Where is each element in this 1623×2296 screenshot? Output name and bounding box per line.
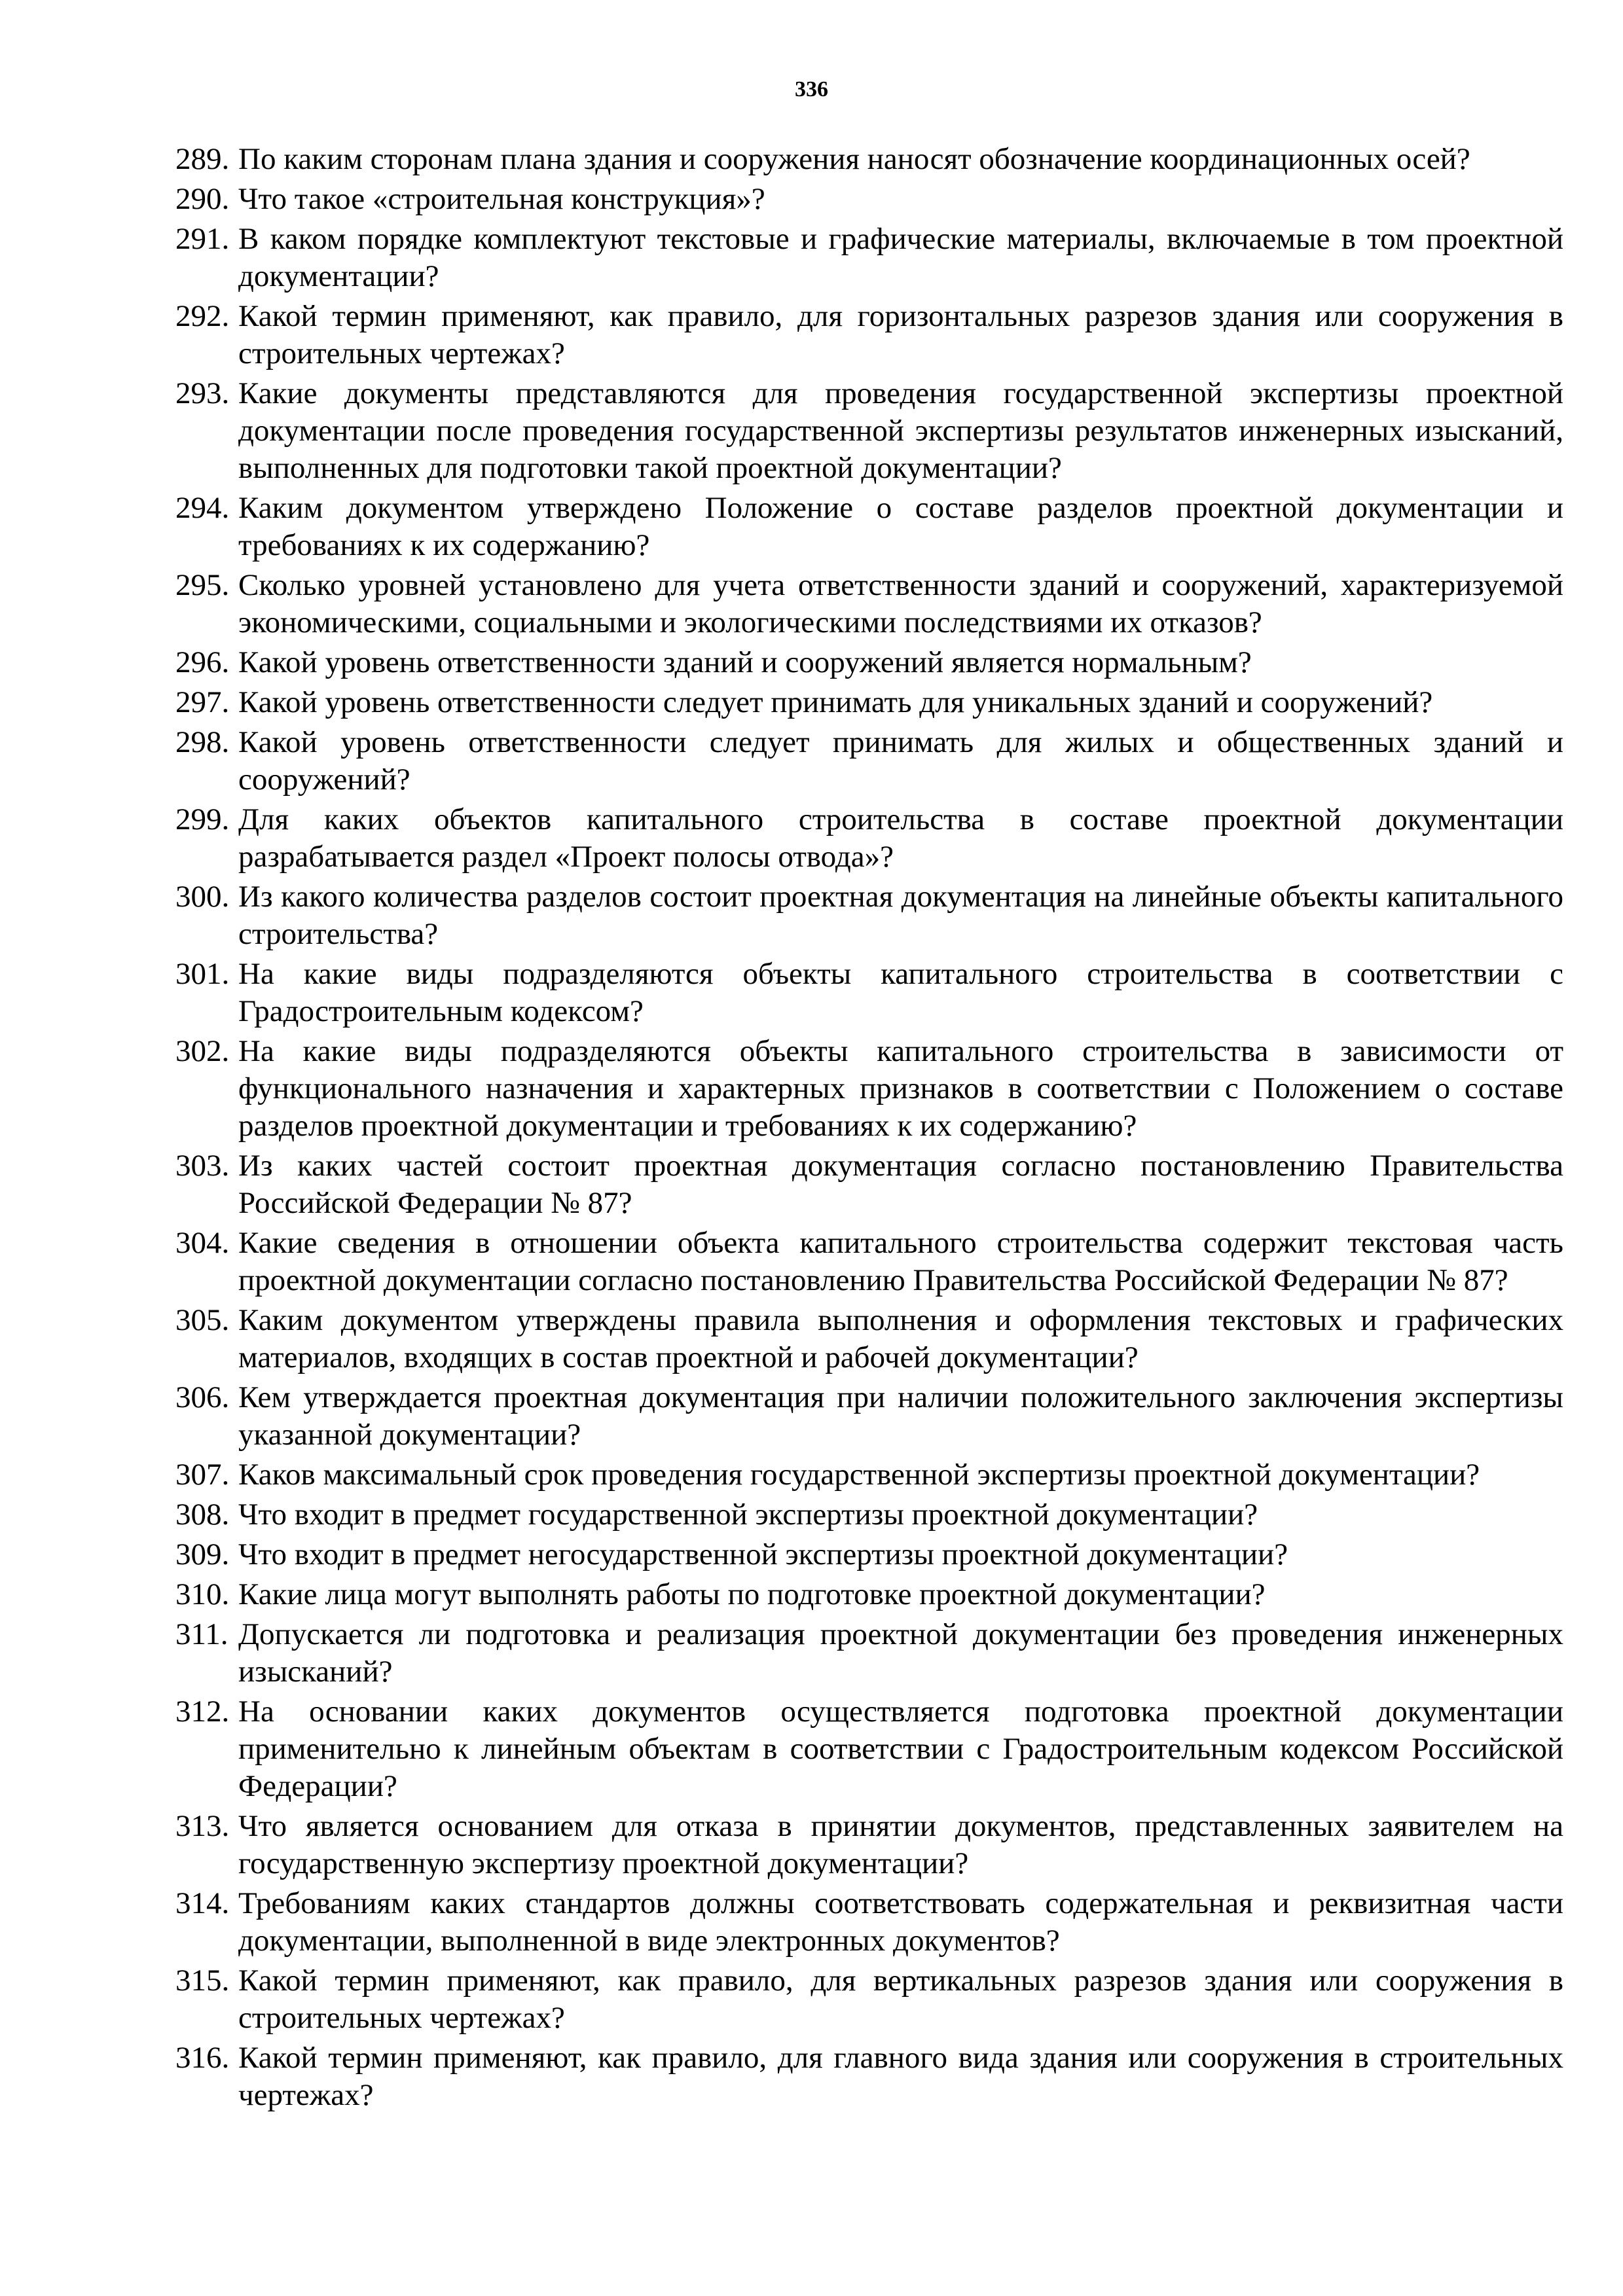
question-number: 290. <box>175 182 230 216</box>
question-item <box>175 956 1563 1030</box>
question-item <box>175 1616 1563 1691</box>
question-text: Из каких частей состоит проектная документация согласно постановлению Правительства Российской Федерации № 87? <box>238 1149 1563 1220</box>
question-number: 315. <box>175 1964 230 1998</box>
question-text: Какой уровень ответственности зданий и сооружений является нормальным? <box>238 645 1252 679</box>
question-number: 305. <box>175 1303 230 1337</box>
question-item <box>175 1576 1563 1613</box>
question-item <box>175 1302 1563 1376</box>
question-text: Допускается ли подготовка и реализация проектной документации без проведения инженерных изысканий? <box>238 1617 1563 1689</box>
question-text: Какой уровень ответственности следует принимать для уникальных зданий и сооружений? <box>238 685 1433 719</box>
question-number: 295. <box>175 568 230 602</box>
question-number: 306. <box>175 1380 230 1414</box>
question-number: 304. <box>175 1226 230 1260</box>
question-item <box>175 141 1563 178</box>
question-item <box>175 1456 1563 1494</box>
question-number: 303. <box>175 1149 230 1183</box>
question-item <box>175 1379 1563 1454</box>
question-item <box>175 1033 1563 1145</box>
question-number: 293. <box>175 376 230 410</box>
question-number: 302. <box>175 1034 230 1068</box>
question-text: В каком порядке комплектуют текстовые и графические материалы, включаемые в том проектной документации? <box>238 222 1563 293</box>
question-item <box>175 1962 1563 2037</box>
question-text: Что такое «строительная конструкция»? <box>238 182 765 216</box>
question-item <box>175 684 1563 721</box>
question-item <box>175 644 1563 681</box>
question-item <box>175 1885 1563 1960</box>
question-text: Что является основанием для отказа в принятии документов, представленных заявителем на государственную экспертизу проектной документации? <box>238 1809 1563 1880</box>
question-text: Что входит в предмет государственной экспертизы проектной документации? <box>238 1498 1258 1532</box>
question-number: 316. <box>175 2041 230 2075</box>
question-text: Какой термин применяют, как правило, для главного вида здания или сооружения в строительных чертежах? <box>238 2041 1563 2112</box>
question-number: 291. <box>175 222 230 256</box>
question-number: 314. <box>175 1886 230 1920</box>
question-item <box>175 1225 1563 1299</box>
question-number: 309. <box>175 1537 230 1571</box>
question-text: Сколько уровней установлено для учета ответственности зданий и сооружений, характеризуемой экономическими, социальными и экологическими последствиями их отказов? <box>238 568 1563 639</box>
question-text: Какой термин применяют, как правило, для вертикальных разрезов здания или сооружения в строительных чертежах? <box>238 1964 1563 2035</box>
question-item <box>175 1808 1563 1882</box>
question-number: 297. <box>175 685 230 719</box>
question-number: 310. <box>175 1577 230 1611</box>
question-text: По каким сторонам плана здания и сооружения наносят обозначение координационных осей? <box>238 142 1470 176</box>
question-item <box>175 1536 1563 1573</box>
question-text: На какие виды подразделяются объекты капитального строительства в соответствии с Градостроительным кодексом? <box>238 957 1563 1028</box>
question-item <box>175 1147 1563 1222</box>
question-item <box>175 724 1563 798</box>
question-number: 308. <box>175 1498 230 1532</box>
question-number: 307. <box>175 1458 230 1492</box>
question-text: Требованиям каких стандартов должны соответствовать содержательная и реквизитная части документации, выполненной в виде электронных документов? <box>238 1886 1563 1958</box>
question-number: 312. <box>175 1695 230 1729</box>
question-number: 299. <box>175 802 230 836</box>
question-item <box>175 298 1563 372</box>
page-number: 336 <box>795 77 828 101</box>
question-text: Каков максимальный срок проведения государственной экспертизы проектной документации? <box>238 1458 1480 1492</box>
question-text: Что входит в предмет негосударственной экспертизы проектной документации? <box>238 1537 1288 1571</box>
question-item <box>175 1693 1563 1805</box>
question-number: 301. <box>175 957 230 991</box>
question-item <box>175 1496 1563 1534</box>
question-item <box>175 567 1563 641</box>
question-text: На основании каких документов осуществляется подготовка проектной документации применительно к линейным объектам в соответствии с Градостроительным кодексом Российской Федерации? <box>238 1695 1563 1803</box>
question-text: Кем утверждается проектная документация при наличии положительного заключения экспертизы указанной документации? <box>238 1380 1563 1452</box>
question-item <box>175 490 1563 564</box>
question-number: 300. <box>175 880 230 914</box>
question-number: 311. <box>175 1617 228 1651</box>
question-text: Какой термин применяют, как правило, для горизонтальных разрезов здания или сооружения в строительных чертежах? <box>238 299 1563 370</box>
question-text: Какие лица могут выполнять работы по подготовке проектной документации? <box>238 1577 1266 1611</box>
question-item <box>175 2039 1563 2114</box>
question-item <box>175 375 1563 487</box>
question-text: Из какого количества разделов состоит проектная документация на линейные объекты капитального строительства? <box>238 880 1563 951</box>
question-text: Какие документы представляются для проведения государственной экспертизы проектной документации после проведения государственной экспертизы результатов инженерных изысканий, выполненных для подготовки такой проектной документации? <box>238 376 1563 485</box>
question-item <box>175 181 1563 218</box>
question-item <box>175 878 1563 953</box>
question-number: 289. <box>175 142 230 176</box>
question-text: Каким документом утверждены правила выполнения и оформления текстовых и графических материалов, входящих в состав проектной и рабочей документации? <box>238 1303 1563 1374</box>
question-item <box>175 801 1563 876</box>
question-number: 292. <box>175 299 230 333</box>
question-text: На какие виды подразделяются объекты капитального строительства в зависимости от функционального назначения и характерных признаков в соответствии с Положением о составе разделов проектной документации и требованиях к их содержанию? <box>238 1034 1563 1143</box>
question-item <box>175 221 1563 295</box>
question-number: 298. <box>175 725 230 759</box>
question-number: 294. <box>175 491 230 525</box>
question-number: 296. <box>175 645 230 679</box>
question-text: Какие сведения в отношении объекта капитального строительства содержит текстовая часть проектной документации согласно постановлению Правительства Российской Федерации № 87? <box>238 1226 1563 1297</box>
question-list <box>175 141 1563 2117</box>
question-text: Какой уровень ответственности следует принимать для жилых и общественных зданий и сооружений? <box>238 725 1563 797</box>
question-text: Для каких объектов капитального строительства в составе проектной документации разрабатывается раздел «Проект полосы отвода»? <box>238 802 1563 874</box>
question-text: Каким документом утверждено Положение о составе разделов проектной документации и требованиях к их содержанию? <box>238 491 1563 562</box>
question-number: 313. <box>175 1809 230 1843</box>
